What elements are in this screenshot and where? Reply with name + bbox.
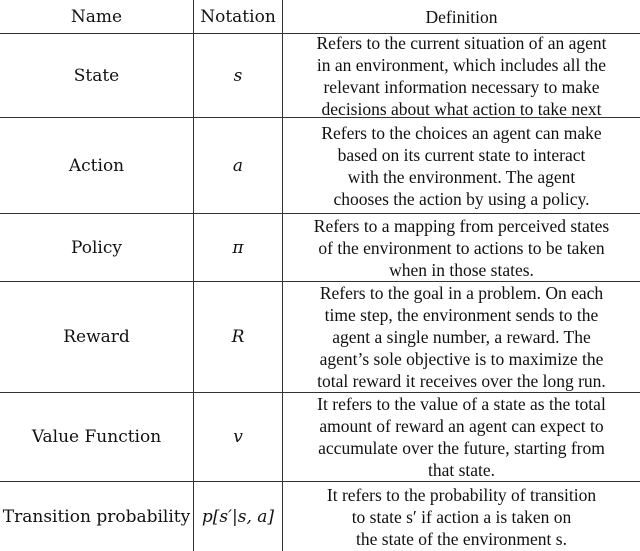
row-definition <box>283 393 640 481</box>
table-row <box>0 393 640 482</box>
definition-line: the state of the environment s. <box>356 528 567 549</box>
definition-line: that state. <box>427 460 496 480</box>
definition-line: decisions about what action to take next <box>321 98 602 119</box>
header-notation: Notation <box>200 6 276 27</box>
row-notation: π <box>232 237 244 258</box>
row-name: Value Function <box>31 427 162 447</box>
row-notation: a <box>232 155 244 176</box>
definition-line: with the environment. The agent <box>347 166 576 187</box>
table-row <box>0 34 640 118</box>
row-definition <box>283 214 640 281</box>
definition-line: to state s′ if action a is taken on <box>351 506 572 527</box>
row-notation: v <box>233 427 243 447</box>
definition-line: amount of reward an agent can expect to <box>319 416 604 436</box>
row-notation: R <box>231 327 245 347</box>
definition-line: Refers to the goal in a problem. On each <box>319 283 604 303</box>
definition-line: Refers to a mapping from perceived states <box>313 215 610 236</box>
row-name: Transition probability <box>2 506 191 527</box>
definition-line: of the environment to actions to be taken <box>318 237 605 258</box>
definition-line: total reward it receives over the long run. <box>317 371 606 391</box>
row-notation: p[s′|s, a] <box>201 506 275 527</box>
definition-line: agent a single number, a reward. The <box>332 327 591 347</box>
row-name: Reward <box>63 327 130 347</box>
row-definition <box>283 118 640 213</box>
definition-line: It refers to the value of a state as the total <box>317 394 606 414</box>
definition-line: in an environment, which includes all the <box>316 54 607 75</box>
definition-line: Refers to the current situation of an agent <box>316 32 607 53</box>
definition-line: accumulate over the future, starting from <box>318 438 605 458</box>
table-row <box>0 482 640 551</box>
row-definition <box>283 482 640 551</box>
row-name: Policy <box>71 237 122 258</box>
definition-line: time step, the environment sends to the <box>324 305 599 325</box>
table-row <box>0 118 640 214</box>
row-notation: s <box>233 65 243 86</box>
definition-line: agent’s sole objective is to maximize the <box>319 349 604 369</box>
header-row <box>0 0 640 34</box>
header-name: Name <box>70 6 123 27</box>
row-name: State <box>73 65 120 86</box>
row-definition <box>283 34 640 117</box>
definition-line: chooses the action by using a policy. <box>333 188 590 209</box>
definition-line: when in those states. <box>389 259 534 280</box>
definition-line: It refers to the probability of transition <box>326 484 597 505</box>
table-row <box>0 214 640 282</box>
column-divider <box>282 0 283 551</box>
column-divider <box>193 0 194 551</box>
definition-line: Refers to the choices an agent can make <box>321 122 602 143</box>
row-name: Action <box>68 155 125 176</box>
definition-line: based on its current state to interact <box>337 144 586 165</box>
row-definition <box>283 282 640 392</box>
header-definition: Definition <box>425 6 498 27</box>
definition-line: relevant information necessary to make <box>323 76 600 97</box>
table-row <box>0 282 640 393</box>
